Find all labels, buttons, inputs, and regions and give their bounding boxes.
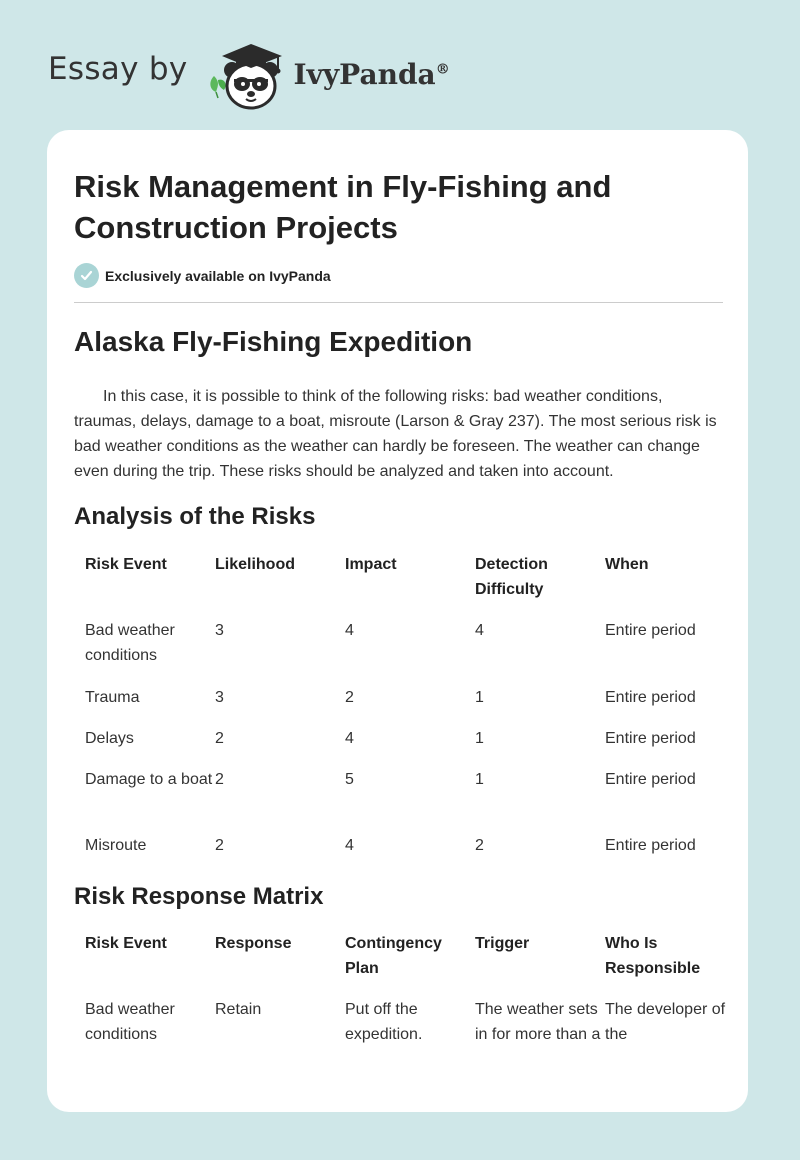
table-cell: Entire period	[605, 771, 696, 788]
essay-card	[47, 130, 748, 1112]
table-cell: Misroute	[85, 837, 147, 854]
table-cell: Entire period	[605, 622, 696, 639]
table-cell: 4	[345, 837, 354, 854]
column-header: Detection Difficulty	[475, 556, 548, 598]
analysis-table	[85, 552, 725, 858]
column-header: Risk Event	[85, 935, 167, 952]
table-row	[85, 767, 725, 833]
table-cell: 5	[345, 771, 354, 788]
table-cell: 3	[215, 689, 224, 706]
table-cell: Put off the expedition.	[345, 1001, 423, 1043]
column-header: Response	[215, 935, 292, 952]
table-cell: 2	[345, 689, 354, 706]
section-heading: Alaska Fly-Fishing Expedition	[74, 326, 473, 357]
registered-mark: ®	[435, 61, 450, 78]
table-row	[85, 618, 725, 685]
column-header: Likelihood	[215, 556, 295, 573]
table-cell: 3	[215, 622, 224, 639]
response-heading: Risk Response Matrix	[74, 883, 324, 910]
table-row	[85, 997, 725, 1047]
exclusive-label: Exclusively available on IvyPanda	[105, 267, 331, 284]
brand-prefix: Essay by	[48, 51, 188, 87]
table-cell: Entire period	[605, 689, 696, 706]
table-header-row	[85, 552, 725, 618]
check-icon	[74, 263, 99, 288]
table-cell: The weather sets in for more than a	[475, 1001, 601, 1043]
brand-name: IvyPanda®	[293, 57, 450, 91]
table-cell: 4	[345, 622, 354, 639]
body-paragraph: In this case, it is possible to think of the following risks: bad weather conditions, traumas, delays, damage to a boat, misroute (Larson & Gray 237). The most serious risk is bad weather conditions as the weather can hardly be foreseen. The weather can change even during the trip. These risks should be analyzed and taken into account.	[74, 388, 717, 480]
table-cell: Bad weather conditions	[85, 622, 175, 664]
table-cell: 1	[475, 689, 484, 706]
table-header-row	[85, 931, 725, 997]
table-cell: 2	[215, 771, 224, 788]
column-header: Contingency Plan	[345, 935, 442, 977]
table-cell: 2	[475, 837, 484, 854]
column-header: Impact	[345, 556, 397, 573]
table-cell: Entire period	[605, 730, 696, 747]
column-header: When	[605, 556, 649, 573]
brand-logo[interactable]	[48, 36, 450, 112]
analysis-heading: Analysis of the Risks	[74, 503, 316, 530]
table-cell: Delays	[85, 730, 134, 747]
table-cell: Damage to a boat	[85, 771, 213, 788]
column-header: Trigger	[475, 935, 530, 952]
table-cell: 1	[475, 771, 484, 788]
table-row	[85, 685, 725, 726]
table-cell: Retain	[215, 1001, 262, 1018]
divider	[74, 302, 723, 303]
table-cell: Bad weather conditions	[85, 1001, 175, 1043]
exclusive-badge	[74, 263, 331, 288]
table-cell: 4	[345, 730, 354, 747]
table-cell: Trauma	[85, 689, 140, 706]
table-cell: Entire period	[605, 837, 696, 854]
response-table	[85, 931, 725, 1047]
table-cell: 2	[215, 730, 224, 747]
table-row	[85, 726, 725, 767]
panda-logo-icon	[206, 36, 290, 112]
column-header: Risk Event	[85, 556, 167, 573]
table-row	[85, 833, 725, 858]
table-cell: 4	[475, 622, 484, 639]
table-cell: 1	[475, 730, 484, 747]
table-cell: The developer of the	[605, 1001, 726, 1043]
table-cell: 2	[215, 837, 224, 854]
essay-title: Risk Management in Fly-Fishing and Construction Projects	[74, 169, 612, 245]
column-header: Who Is Responsible	[605, 935, 701, 977]
